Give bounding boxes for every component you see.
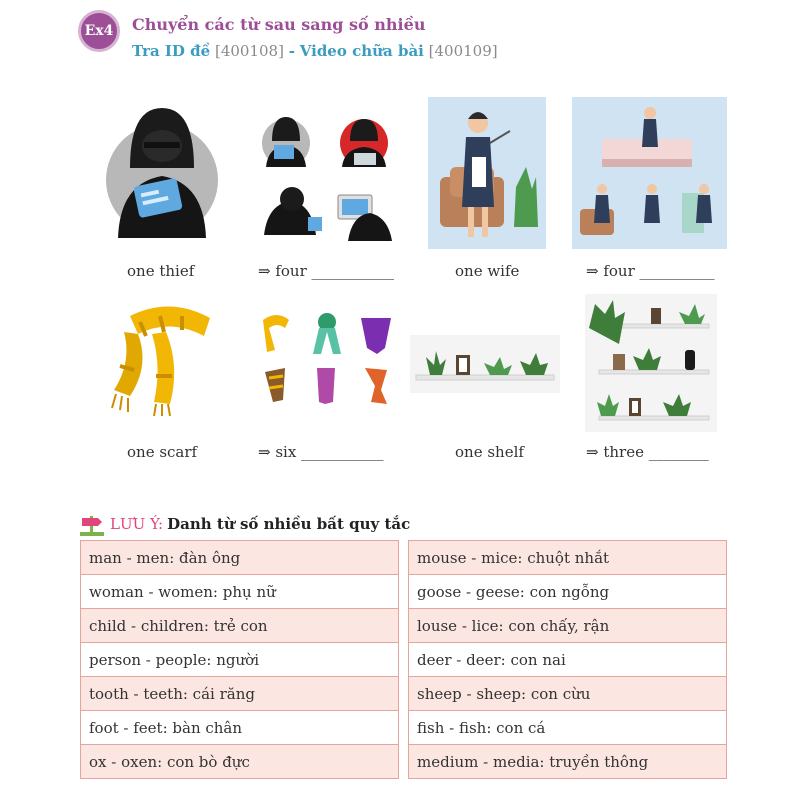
rule-item: medium - media: truyền thông xyxy=(409,745,727,779)
answer-four-wives: ⇒ four __________ xyxy=(586,262,715,280)
exercise-subtitle xyxy=(132,42,498,60)
rule-item: woman - women: phụ nữ xyxy=(81,575,399,609)
answer-three-shelves: ⇒ three ________ xyxy=(586,443,709,461)
video-id-value: [400109] xyxy=(428,42,498,60)
caption-one-thief: one thief xyxy=(127,262,195,280)
exercise-title: Chuyển các từ sau sang số nhiều xyxy=(132,15,426,34)
scarf-illustration xyxy=(100,296,222,418)
subtitle-separator: - xyxy=(288,42,295,60)
rule-item: goose - geese: con ngỗng xyxy=(409,575,727,609)
rule-item: tooth - teeth: cái răng xyxy=(81,677,399,711)
three-shelves-illustration xyxy=(585,294,717,432)
exercise-header xyxy=(78,8,778,68)
caption-one-wife: one wife xyxy=(455,262,520,280)
rule-item: ox - oxen: con bò đực xyxy=(81,745,399,779)
rule-item: deer - deer: con nai xyxy=(409,643,727,677)
answer-six-scarves: ⇒ six ___________ xyxy=(258,443,384,461)
note-heading xyxy=(80,510,410,538)
four-thieves-illustration xyxy=(258,105,398,245)
note-text: Danh từ số nhiều bất quy tắc xyxy=(167,515,411,533)
six-scarves-illustration xyxy=(255,310,400,410)
thief-illustration xyxy=(100,98,225,243)
rule-item: child - children: trẻ con xyxy=(81,609,399,643)
test-id-value: [400108] xyxy=(214,42,284,60)
test-id-label: Tra ID đề xyxy=(132,42,211,60)
shelf-illustration xyxy=(410,335,560,393)
rule-item: mouse - mice: chuột nhắt xyxy=(409,541,727,575)
caption-one-shelf: one shelf xyxy=(455,443,524,461)
exercise-badge: Ex4 xyxy=(78,10,120,52)
irregular-plurals-left xyxy=(80,540,399,779)
rule-item: foot - feet: bàn chân xyxy=(81,711,399,745)
caption-one-scarf: one scarf xyxy=(127,443,198,461)
rule-item: man - men: đàn ông xyxy=(81,541,399,575)
signpost-icon xyxy=(80,512,104,536)
irregular-plurals-right xyxy=(408,540,727,779)
rule-item: louse - lice: con chấy, rận xyxy=(409,609,727,643)
note-label: LƯU Ý: xyxy=(110,515,164,533)
rule-item: person - people: người xyxy=(81,643,399,677)
rule-item: sheep - sheep: con cừu xyxy=(409,677,727,711)
wife-illustration xyxy=(428,97,546,249)
video-label: Video chữa bài xyxy=(299,42,424,60)
four-wives-illustration xyxy=(572,97,727,249)
rule-item: fish - fish: con cá xyxy=(409,711,727,745)
answer-four-thieves: ⇒ four ___________ xyxy=(258,262,395,280)
